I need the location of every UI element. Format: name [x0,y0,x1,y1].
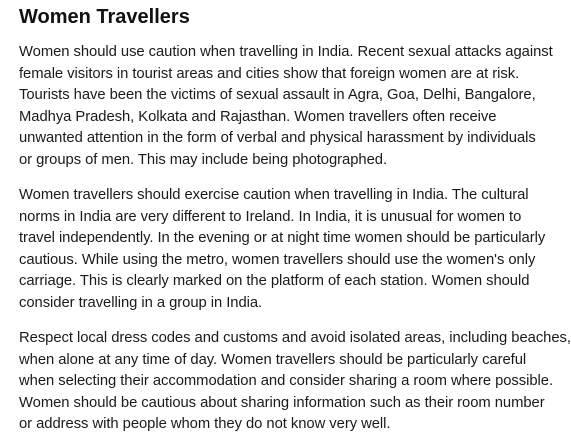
text-line: carriage. This is clearly marked on the platform of each station. Women should [19,273,530,289]
text-line: Women should be cautious about sharing information such as their room number [19,394,545,411]
text-line: consider travelling in a group in India. [19,294,263,311]
text-line: when alone at any time of day. Women travellers should be particularly careful [19,351,527,368]
section-heading: Women Travellers [19,6,190,28]
text-line: when selecting their accommodation and consider sharing a room where possible. [19,373,554,389]
text-line: Tourists have been the victims of sexual assault in Agra, Goa, Delhi, Bangalore, [19,87,536,103]
paragraph-safety-risk [19,42,553,171]
text-line: cautious. While using the metro, women travellers should use the women's only [19,251,536,268]
text-line: unwanted attention in the form of verbal and physical harassment by individuals [19,130,536,146]
paragraph-cultural-norms [19,185,546,314]
text-line: Respect local dress codes and customs and avoid isolated areas, including beaches, [19,330,571,346]
text-line: Madhya Pradesh, Kolkata and Rajasthan. Women travellers often receive [19,108,497,125]
text-line: Women travellers should exercise caution when travelling in India. The cultural [19,187,529,203]
text-line: or address with people whom they do not know very well. [19,416,391,432]
text-line: norms in India are very different to Ireland. In India, it is unusual for women to [19,208,522,225]
text-line: female visitors in tourist areas and cities show that foreign women are at risk. [19,65,520,82]
text-line: or groups of men. This may include being photographed. [19,151,388,168]
paragraph-dress-codes [19,328,571,436]
text-line: Women should use caution when travelling in India. Recent sexual attacks against [19,44,553,60]
article [19,0,571,436]
text-line: travel independently. In the evening or at night time women should be particularly [19,230,546,246]
